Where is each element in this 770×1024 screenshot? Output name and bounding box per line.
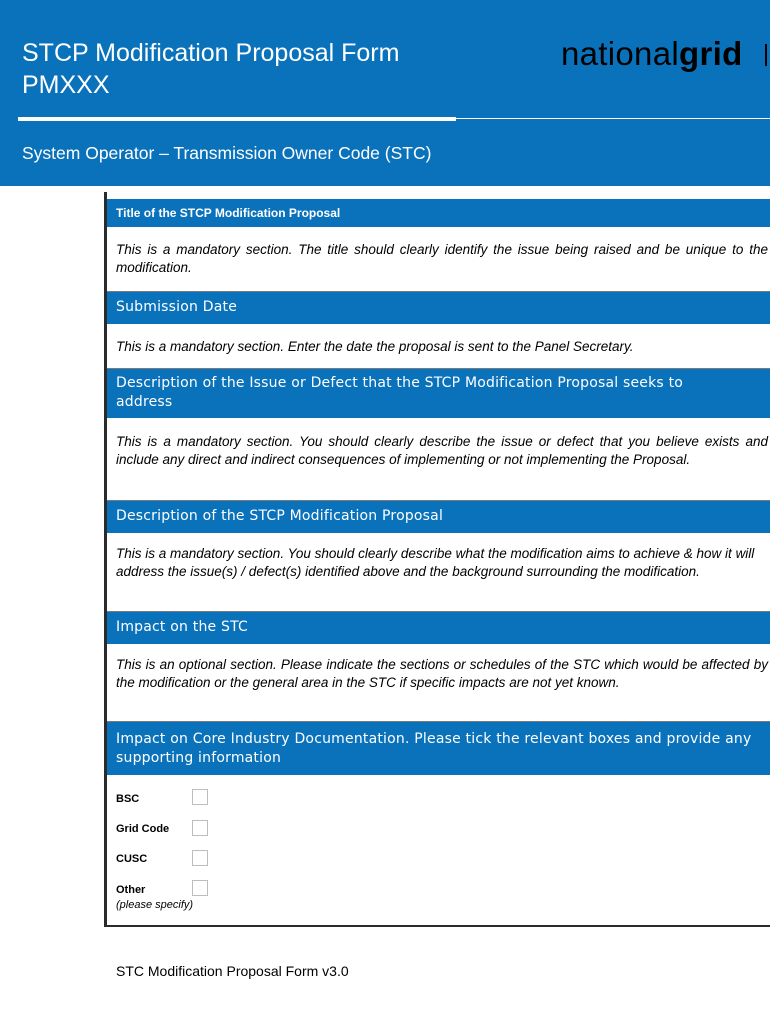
logo-text-light: national [561,35,679,72]
form-id: PMXXX [22,71,110,99]
section-heading-issue: Description of the Issue or Defect that the STCP Modification Proposal seeks to address [107,369,770,418]
checkbox-other[interactable] [192,880,208,896]
national-grid-logo [561,36,743,72]
checkbox-cusc[interactable] [192,850,208,866]
logo-bar-mark [765,44,767,66]
section-heading-title: Title of the STCP Modification Proposal [107,199,770,227]
form-title: STCP Modification Proposal Form [22,39,400,67]
section-body-impact-stc[interactable]: This is an optional section. Please indicate the sections or schedules of the STC which would be affected by the modification or the general area in the STC if specific impacts are not yet known. [116,657,768,690]
header-divider-thin [456,118,770,119]
proposal-form [104,192,770,927]
section-body-title[interactable]: This is a mandatory section. The title should clearly identify the issue being raised and be unique to the modification. [116,242,768,275]
section-heading-proposal: Description of the STCP Modification Proposal [107,501,770,533]
checkbox-label-cusc: CUSC [116,853,148,865]
checkbox-label-other: Other [116,884,146,896]
code-subtitle: System Operator – Transmission Owner Code (STC) [22,143,432,163]
checkbox-label-grid-code: Grid Code [116,823,170,835]
section-body-submission-date[interactable]: This is a mandatory section. Enter the date the proposal is sent to the Panel Secretary. [116,339,634,354]
checkbox-label-bsc: BSC [116,793,140,805]
logo-text-bold: grid [679,35,743,72]
header-banner [0,0,770,186]
checkbox-bsc[interactable] [192,789,208,805]
section-body-proposal[interactable]: This is a mandatory section. You should clearly describe what the modification aims to achieve & how it will address the issue(s) / defect(s) identified above and the background surrounding the modification. [116,546,755,579]
checkbox-grid-code[interactable] [192,820,208,836]
header-divider-thick [18,117,456,121]
section-heading-submission-date: Submission Date [107,292,770,324]
section-body-issue[interactable]: This is a mandatory section. You should clearly describe the issue or defect that you believe exists and include any direct and indirect consequences of implementing or not implementing the Proposal. [116,434,768,467]
footer-version: STC Modification Proposal Form v3.0 [116,963,349,979]
section-heading-impact-stc: Impact on the STC [107,612,770,644]
section-heading-impact-core: Impact on Core Industry Documentation. Please tick the relevant boxes and provide any supporting information [107,722,770,775]
checkbox-sublabel-other: (please specify) [116,899,194,911]
